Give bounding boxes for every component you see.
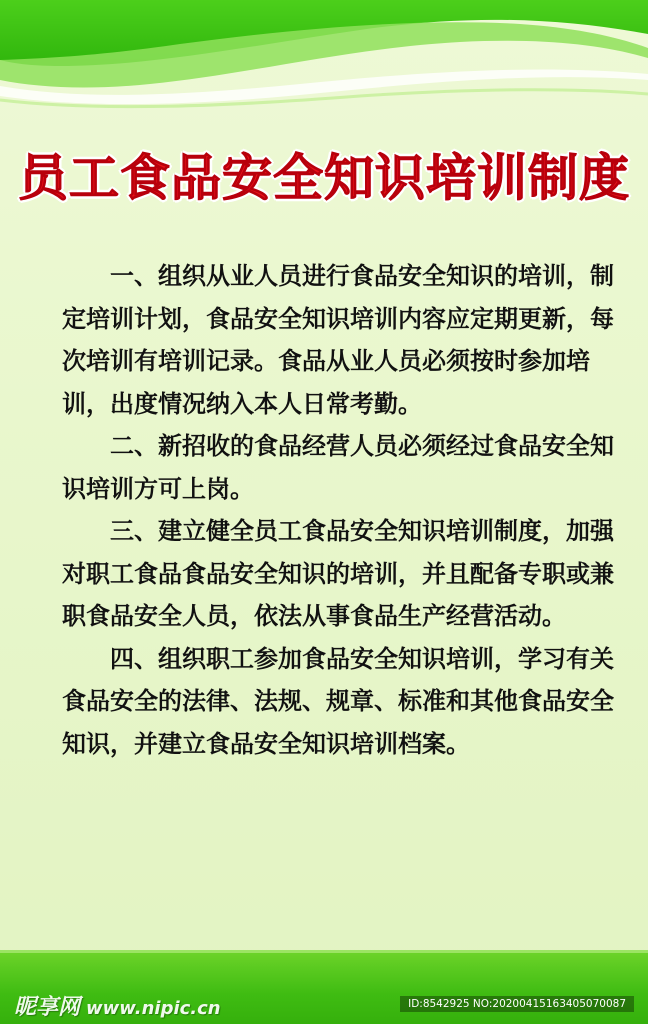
paragraph-4: 四、组织职工参加食品安全知识培训，学习有关食品安全的法律、法规、规章、标准和其他食品安全知识，并建立食品安全知识培训档案。 (62, 644, 614, 758)
paragraph-2: 二、新招收的食品经营人员必须经过食品安全知识培训方可上岗。 (62, 432, 614, 503)
header-wave-decoration (0, 0, 648, 120)
paragraph-3: 三、建立健全员工食品安全知识培训制度，加强对职工食品食品安全知识的培训，并且配备专职或兼职食品安全人员，依法从事食品生产经营活动。 (62, 517, 614, 630)
watermark-id: ID:8542925 NO:20200415163405070087 (400, 996, 634, 1012)
watermark-logo-text: 昵享网 (14, 995, 81, 1020)
regulation-body (62, 255, 620, 765)
paragraph-1: 一、组织从业人员进行食品安全知识的培训，制定培训计划，食品安全知识培训内容应定期更新，每次培训有培训记录。食品从业人员必须按时参加培训，出度情况纳入本人日常考勤。 (62, 262, 614, 418)
watermark-logo (14, 990, 221, 1021)
page-title: 员工食品安全知识培训制度 (18, 149, 630, 207)
footer-divider (0, 950, 648, 953)
watermark-site: www.nipic.cn (86, 998, 221, 1019)
